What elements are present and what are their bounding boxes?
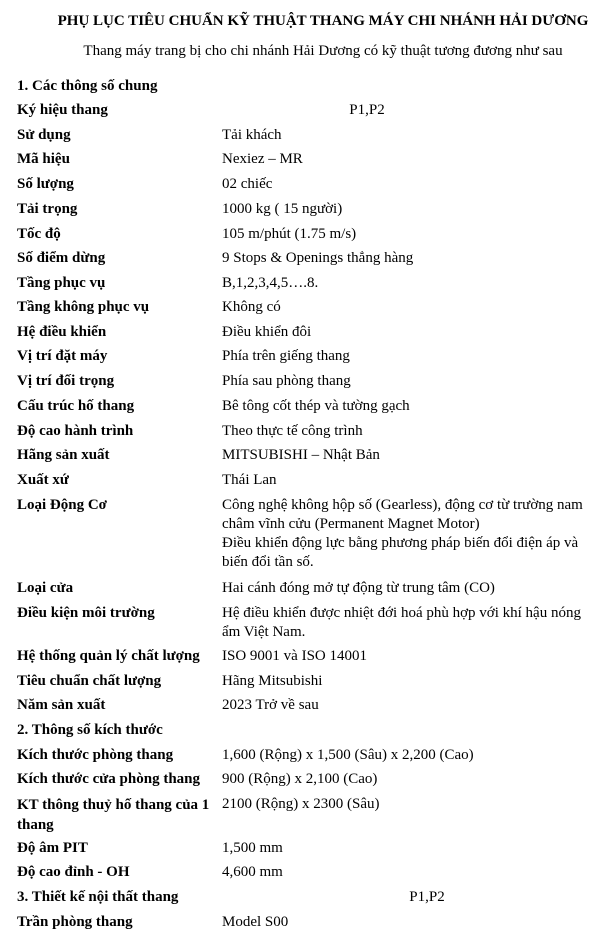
spec-value-line: Công nghệ không hộp số (Gearless), động cơ từ trường nam: [222, 497, 583, 513]
spec-value: 1000 kg ( 15 người): [222, 201, 343, 217]
spec-label: Vị trí đặt máy: [17, 348, 108, 364]
spec-label: Ký hiệu thang: [17, 102, 108, 118]
spec-label: Độ cao hành trình: [17, 423, 134, 439]
section-heading-general: 1. Các thông số chung: [17, 78, 158, 94]
spec-label: Kích thước phòng thang: [17, 747, 174, 763]
spec-value: 1,600 (Rộng) x 1,500 (Sâu) x 2,200 (Cao): [222, 747, 474, 763]
spec-value: 900 (Rộng) x 2,100 (Cao): [222, 771, 378, 787]
spec-value: Không có: [222, 299, 281, 315]
spec-label: Tầng không phục vụ: [17, 299, 150, 315]
spec-label: Hãng sản xuất: [17, 447, 110, 463]
spec-value: Phía sau phòng thang: [222, 373, 351, 389]
document-subtitle: Thang máy trang bị cho chi nhánh Hải Dương có kỹ thuật tương đương như sau: [83, 43, 563, 59]
spec-value: Hai cánh đóng mở tự động từ trung tâm (CO): [222, 580, 495, 596]
spec-label: Loại cửa: [17, 580, 74, 596]
spec-label: Hệ điều khiển: [17, 324, 107, 340]
spec-value: B,1,2,3,4,5….8.: [222, 275, 319, 291]
spec-label: Sử dụng: [17, 127, 71, 143]
spec-value: Bê tông cốt thép và tường gạch: [222, 398, 410, 414]
spec-value: P1,P2: [349, 102, 385, 118]
spec-value: Theo thực tế công trình: [222, 423, 363, 439]
spec-value: Phía trên giếng thang: [222, 348, 350, 364]
spec-value: 9 Stops & Openings thẳng hàng: [222, 250, 414, 266]
spec-value: 1,500 mm: [222, 840, 283, 856]
spec-label: Kích thước cửa phòng thang: [17, 771, 201, 787]
spec-label: Điều kiện môi trường: [17, 605, 155, 621]
spec-label: Tầng phục vụ: [17, 275, 106, 291]
spec-value: 2023 Trở về sau: [222, 697, 319, 713]
spec-label: Xuất xứ: [17, 472, 69, 488]
spec-value: Model S00: [222, 914, 289, 930]
spec-value: [222, 604, 616, 642]
section-heading-value: P1,P2: [409, 889, 445, 905]
spec-value: [222, 496, 616, 572]
spec-value: Điều khiển đôi: [222, 324, 312, 340]
spec-label: Tải trọng: [17, 201, 78, 217]
spec-value-line: biến đổi tần số.: [222, 554, 314, 570]
spec-value: Nexiez – MR: [222, 151, 303, 167]
spec-label: KT thông thuỷ hố thang của 1 thang: [17, 797, 210, 833]
spec-value-line: Hệ điều khiển được nhiệt đới hoá phù hợp với khí hậu nóng: [222, 605, 581, 621]
spec-value: Tải khách: [222, 127, 282, 143]
spec-label: Vị trí đối trọng: [17, 373, 115, 389]
spec-value: ISO 9001 và ISO 14001: [222, 648, 367, 664]
spec-label: Loại Động Cơ: [17, 497, 107, 513]
spec-value: Thái Lan: [222, 472, 277, 488]
spec-value-line: ẩm Việt Nam.: [222, 624, 306, 640]
section-heading-dimensions: 2. Thông số kích thước: [17, 722, 163, 738]
document-title: PHỤ LỤC TIÊU CHUẨN KỸ THUẬT THANG MÁY CHI NHÁNH HẢI DƯƠNG: [57, 13, 589, 29]
spec-value: Hãng Mitsubishi: [222, 673, 323, 689]
spec-value: 105 m/phút (1.75 m/s): [222, 226, 357, 242]
spec-label: Tốc độ: [17, 226, 61, 242]
section-heading-interior: 3. Thiết kế nội thất thang: [17, 889, 179, 905]
spec-label: Số lượng: [17, 176, 74, 192]
spec-label: Năm sản xuất: [17, 697, 106, 713]
spec-value-line: châm vĩnh cửu (Permanent Magnet Motor): [222, 516, 480, 532]
spec-label: Tiêu chuẩn chất lượng: [17, 673, 162, 689]
spec-label: Cấu trúc hố thang: [17, 398, 135, 414]
spec-label: Hệ thống quản lý chất lượng: [17, 648, 200, 664]
spec-label: Độ âm PIT: [17, 840, 88, 856]
spec-value: 4,600 mm: [222, 864, 283, 880]
spec-value: 2100 (Rộng) x 2300 (Sâu): [222, 796, 380, 812]
spec-value: 02 chiếc: [222, 176, 273, 192]
spec-label: Độ cao đỉnh - OH: [17, 864, 130, 880]
spec-label: Số điểm dừng: [17, 250, 106, 266]
spec-value-line: Điều khiển động lực bằng phương pháp biến đổi điện áp và: [222, 535, 579, 551]
spec-label: Trần phòng thang: [17, 914, 133, 930]
spec-value: MITSUBISHI – Nhật Bản: [222, 447, 380, 463]
spec-label: Mã hiệu: [17, 151, 70, 167]
